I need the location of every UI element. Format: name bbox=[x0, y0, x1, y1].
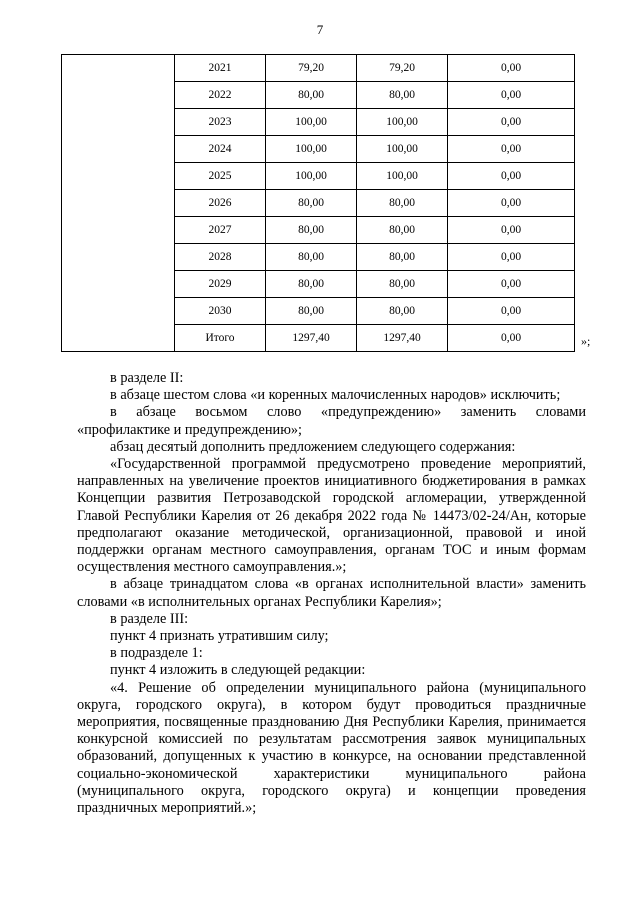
budget-table bbox=[61, 54, 575, 352]
year-cell: 2028 bbox=[175, 244, 266, 271]
total-value-cell: 0,00 bbox=[448, 325, 575, 352]
merged-empty-cell bbox=[62, 55, 175, 352]
year-cell: 2026 bbox=[175, 190, 266, 217]
value-cell: 79,20 bbox=[357, 55, 448, 82]
paragraph: в разделе II: bbox=[110, 370, 184, 386]
value-cell: 0,00 bbox=[448, 55, 575, 82]
total-value-cell: 1297,40 bbox=[266, 325, 357, 352]
value-cell: 80,00 bbox=[357, 190, 448, 217]
year-cell: 2024 bbox=[175, 136, 266, 163]
quoted-paragraph: «Государственной программой предусмотрено проведение мероприятий, направленных на увеличение проектов инициативного бюджетирования в рамках Концепции развития Петрозаводской городской агломерации, утвержденной Главой Республики Карелия от 26 декабря 2022 года № 14473/02-24/Ан, которые предполагают оказание методической, организационной, правовой и иной поддержки органам местного самоуправления, органам ТОС и иным формам осуществления местного самоуправления.»; bbox=[77, 456, 586, 576]
paragraph: в абзаце шестом слова «и коренных малочисленных народов» исключить; bbox=[110, 387, 561, 404]
quoted-paragraph: «4. Решение об определении муниципального района (муниципального округа, городского округа), в котором будут проводиться праздничные мероприятия, посвященные празднованию Дня Республики Карелия, принимается конкурсной комиссией по результатам рассмотрения заявок муниципальных образований, допущенных к участию в конкурсе, на основании представленной социально-экономической характеристики муниципального района (муниципального округа, городского округа) и концепции проведения праздничных мероприятий.»; bbox=[77, 679, 586, 817]
table-row bbox=[62, 55, 575, 82]
year-cell: 2025 bbox=[175, 163, 266, 190]
value-cell: 79,20 bbox=[266, 55, 357, 82]
value-cell: 100,00 bbox=[266, 163, 357, 190]
value-cell: 100,00 bbox=[357, 109, 448, 136]
paragraph: в разделе III: bbox=[110, 610, 189, 627]
value-cell: 80,00 bbox=[266, 244, 357, 271]
paragraph: в подразделе 1: bbox=[110, 645, 203, 662]
document-body bbox=[77, 370, 586, 817]
value-cell: 100,00 bbox=[266, 109, 357, 136]
value-cell: 100,00 bbox=[266, 136, 357, 163]
value-cell: 80,00 bbox=[266, 82, 357, 109]
year-cell: 2030 bbox=[175, 298, 266, 325]
value-cell: 80,00 bbox=[266, 190, 357, 217]
value-cell: 80,00 bbox=[357, 271, 448, 298]
year-cell: 2023 bbox=[175, 109, 266, 136]
value-cell: 0,00 bbox=[448, 82, 575, 109]
value-cell: 0,00 bbox=[448, 298, 575, 325]
value-cell: 80,00 bbox=[266, 271, 357, 298]
paragraph: в абзаце восьмом слово «предупреждению» заменить словами «профилактике и предупреждению»; bbox=[77, 404, 586, 438]
value-cell: 0,00 bbox=[448, 271, 575, 298]
paragraph: пункт 4 признать утратившим силу; bbox=[110, 628, 329, 645]
year-cell: 2021 bbox=[175, 55, 266, 82]
page-number: 7 bbox=[316, 22, 324, 37]
value-cell: 80,00 bbox=[357, 298, 448, 325]
paragraph: абзац десятый дополнить предложением следующего содержания: bbox=[110, 438, 516, 455]
paragraph: в абзаце тринадцатом слова «в органах исполнительной власти» заменить словами «в исполнительных органах Республики Карелия»; bbox=[77, 576, 586, 610]
paragraph: пункт 4 изложить в следующей редакции: bbox=[110, 662, 366, 679]
value-cell: 80,00 bbox=[266, 298, 357, 325]
value-cell: 80,00 bbox=[357, 217, 448, 244]
total-label-cell: Итого bbox=[175, 325, 266, 352]
year-cell: 2022 bbox=[175, 82, 266, 109]
value-cell: 0,00 bbox=[448, 244, 575, 271]
value-cell: 0,00 bbox=[448, 190, 575, 217]
value-cell: 100,00 bbox=[357, 163, 448, 190]
table-closing-mark: »; bbox=[581, 334, 591, 348]
year-cell: 2027 bbox=[175, 217, 266, 244]
value-cell: 80,00 bbox=[266, 217, 357, 244]
value-cell: 0,00 bbox=[448, 136, 575, 163]
year-cell: 2029 bbox=[175, 271, 266, 298]
value-cell: 80,00 bbox=[357, 244, 448, 271]
value-cell: 0,00 bbox=[448, 163, 575, 190]
value-cell: 80,00 bbox=[357, 82, 448, 109]
value-cell: 0,00 bbox=[448, 217, 575, 244]
value-cell: 100,00 bbox=[357, 136, 448, 163]
total-value-cell: 1297,40 bbox=[357, 325, 448, 352]
value-cell: 0,00 bbox=[448, 109, 575, 136]
